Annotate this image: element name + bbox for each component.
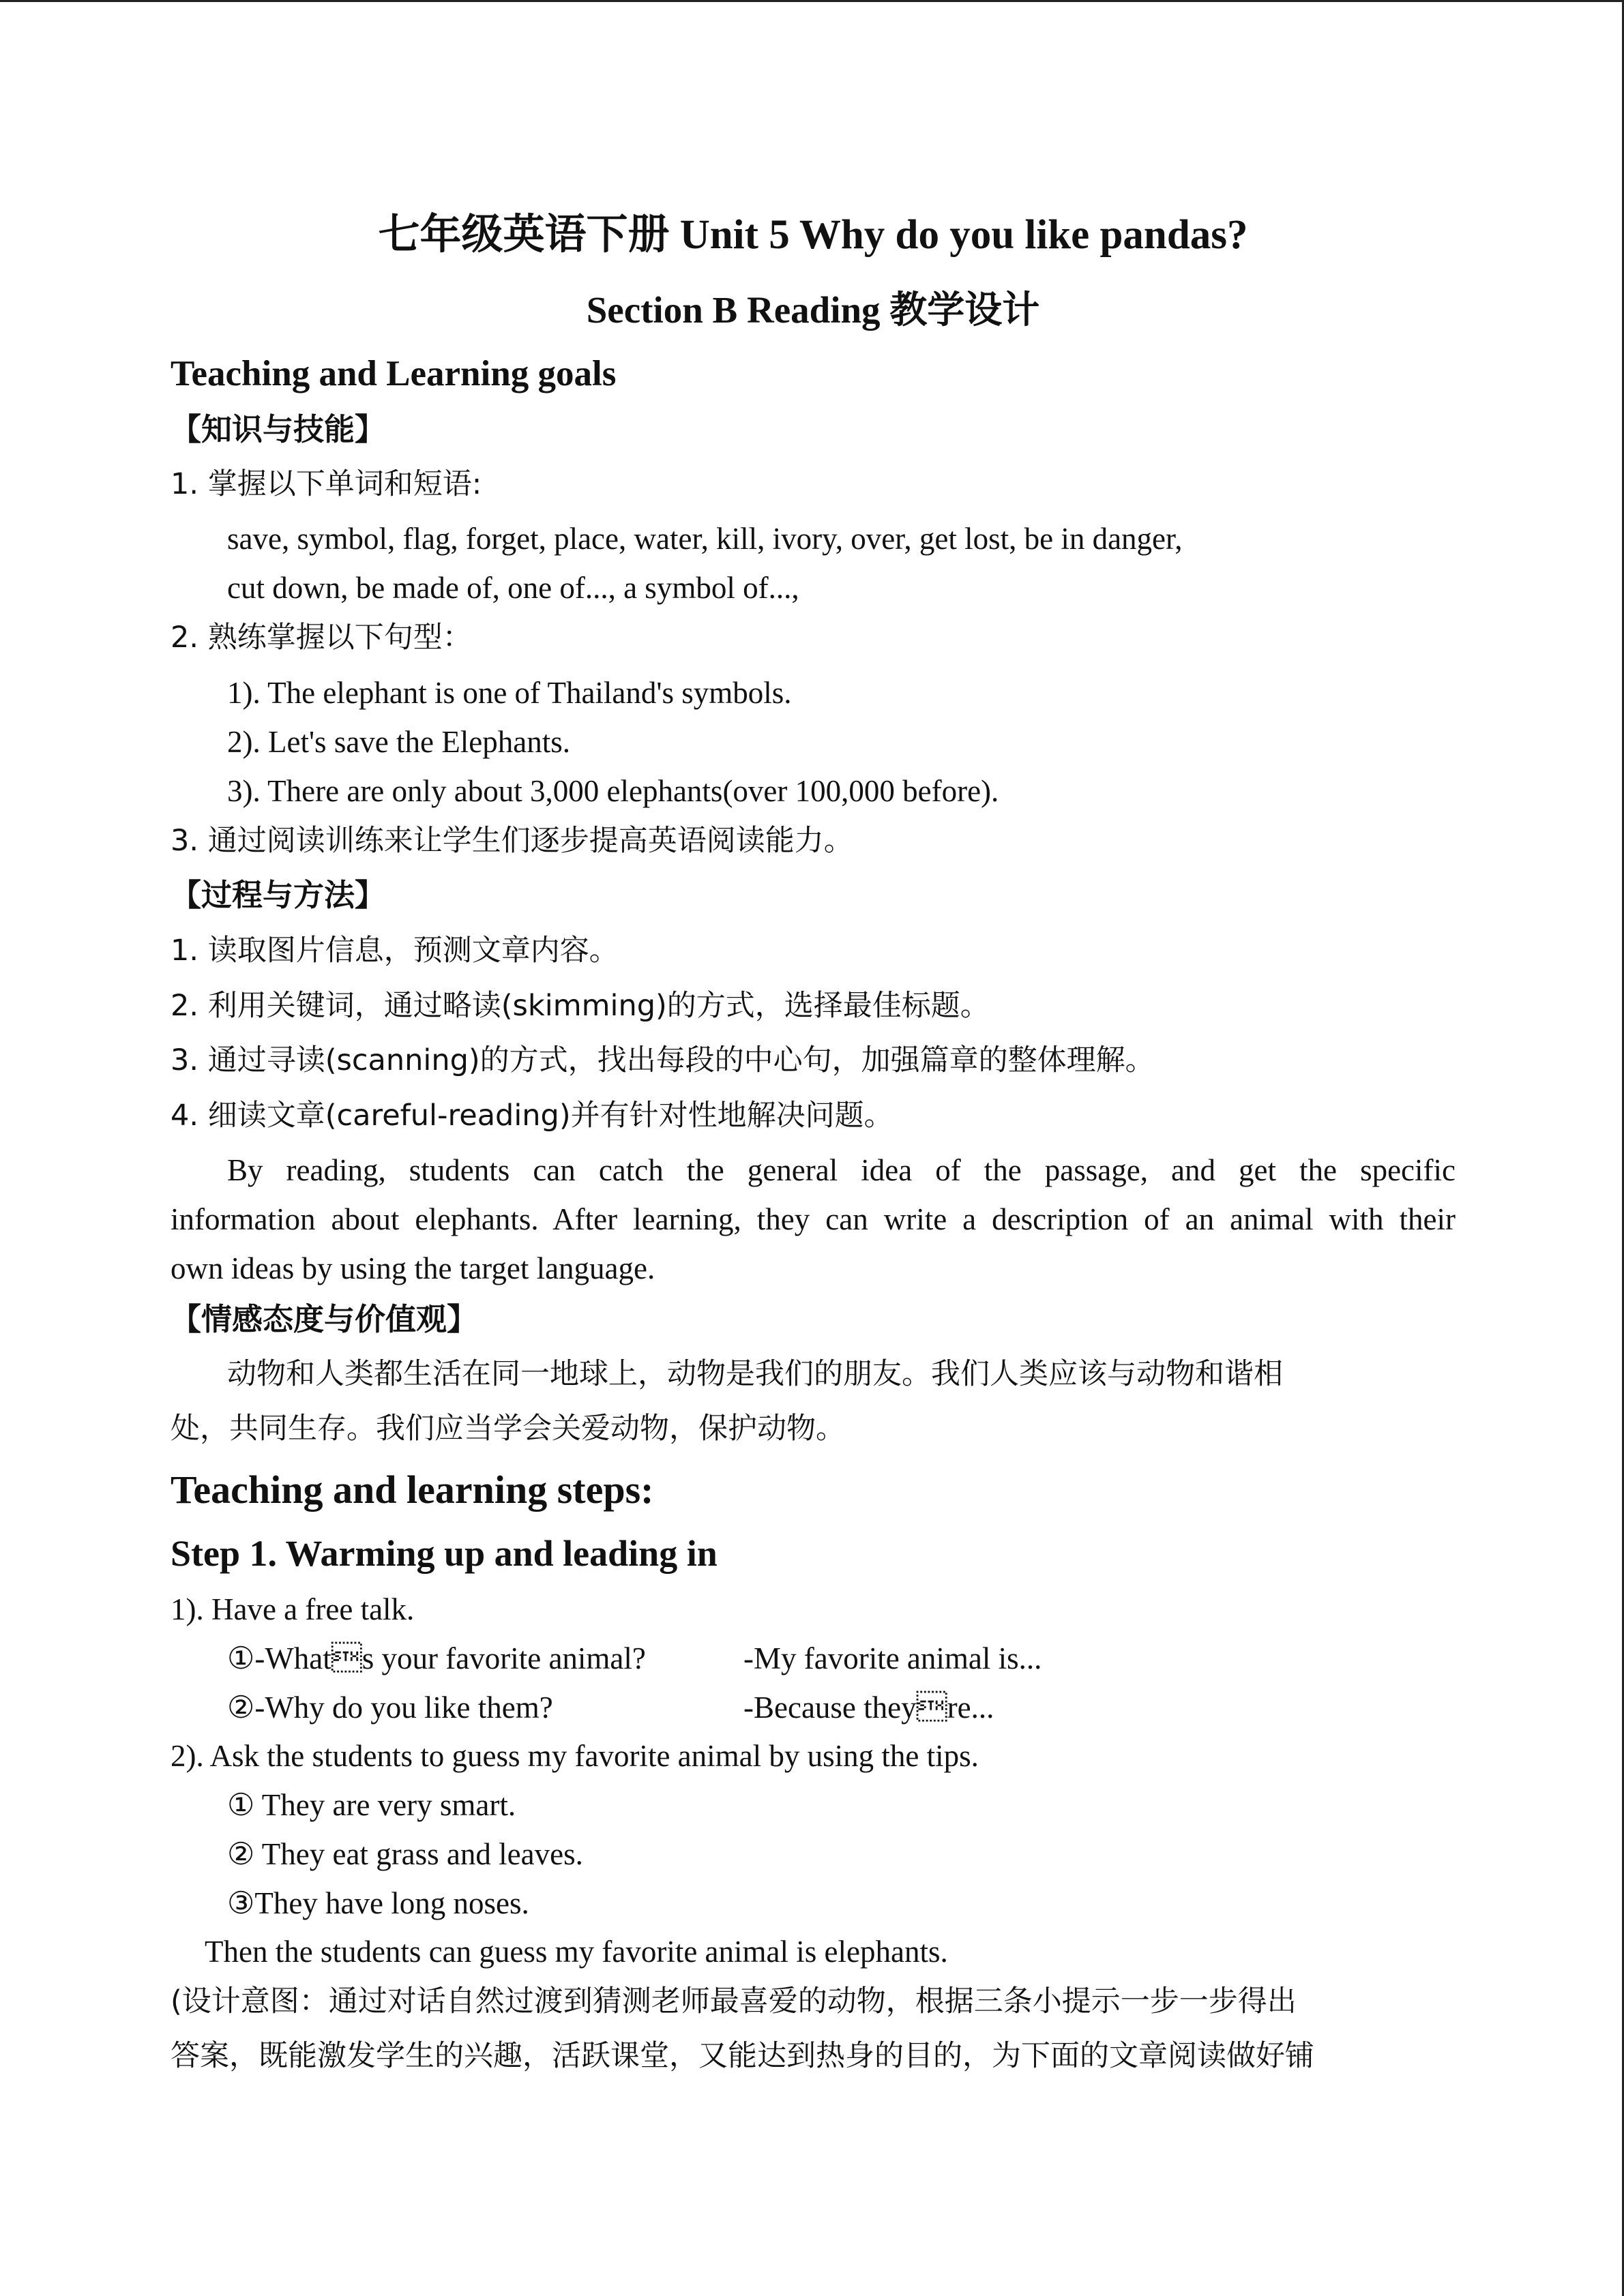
process-heading: 【过程与方法】: [171, 877, 386, 913]
free-talk-question-2: ②-Why do you like them?: [227, 1690, 553, 1725]
process-item-2: 2. 利用关键词，通过略读(skimming)的方式，选择最佳标题。: [171, 989, 990, 1023]
sentence-pattern-1: 1). The elephant is one of Thailand's symbols.: [227, 676, 792, 710]
vocabulary-line-2: cut down, be made of, one of..., a symbol of...,: [227, 571, 799, 605]
steps-heading: Teaching and learning steps:: [171, 1467, 654, 1512]
free-talk-answer-2: -Because theyre...: [743, 1690, 994, 1725]
objective-paragraph-line-2: information about elephants. After learning, they can write a description of an animal with their: [171, 1202, 1456, 1236]
top-border-line: [0, 0, 1624, 2]
guess-tip-2: ② They eat grass and leaves.: [227, 1837, 583, 1871]
attitude-line-2: 处，共同生存。我们应当学会关爱动物，保护动物。: [171, 1412, 845, 1446]
step1-heading: Step 1. Warming up and leading in: [171, 1533, 718, 1574]
process-item-1: 1. 读取图片信息，预测文章内容。: [171, 934, 619, 968]
knowledge-heading: 【知识与技能】: [171, 411, 386, 447]
free-talk-question-1: ①-Whats your favorite animal?: [227, 1641, 646, 1675]
process-item-3: 3. 通过寻读(scanning)的方式，找出每段的中心句，加强篇章的整体理解。: [171, 1043, 1155, 1077]
knowledge-item-2: 2. 熟练掌握以下句型：: [171, 621, 472, 655]
guess-conclusion: Then the students can guess my favorite animal is elephants.: [205, 1935, 948, 1969]
document-title: 七年级英语下册 Unit 5 Why do you like pandas?: [378, 212, 1248, 258]
objective-paragraph-line-3: own ideas by using the target language.: [171, 1251, 655, 1285]
guess-tip-1: ① They are very smart.: [227, 1788, 516, 1822]
goals-heading: Teaching and Learning goals: [171, 354, 617, 393]
document-subtitle: Section B Reading 教学设计: [586, 289, 1040, 331]
process-item-4: 4. 细读文章(careful-reading)并有针对性地解决问题。: [171, 1099, 894, 1133]
design-intent-line-1: (设计意图：通过对话自然过渡到猜测老师最喜爱的动物，根据三条小提示一步一步得出: [171, 1984, 1297, 2018]
attitude-heading: 【情感态度与价值观】: [171, 1301, 478, 1337]
knowledge-item-3: 3. 通过阅读训练来让学生们逐步提高英语阅读能力。: [171, 824, 853, 858]
knowledge-item-1: 1. 掌握以下单词和短语:: [171, 467, 482, 501]
guess-tip-3: ③They have long noses.: [227, 1886, 529, 1920]
step1-activity-2: 2). Ask the students to guess my favorite animal by using the tips.: [171, 1739, 979, 1773]
objective-paragraph-line-1: By reading, students can catch the general idea of the passage, and get the specific: [227, 1153, 1456, 1187]
sentence-pattern-2: 2). Let's save the Elephants.: [227, 725, 570, 759]
vocabulary-line-1: save, symbol, flag, forget, place, water, kill, ivory, over, get lost, be in danger,: [227, 522, 1183, 556]
sentence-pattern-3: 3). There are only about 3,000 elephants(over 100,000 before).: [227, 774, 999, 808]
step1-activity-1: 1). Have a free talk.: [171, 1592, 415, 1626]
attitude-line-1: 动物和人类都生活在同一地球上，动物是我们的朋友。我们人类应该与动物和谐相: [227, 1357, 1283, 1391]
free-talk-answer-1: -My favorite animal is...: [743, 1641, 1042, 1675]
design-intent-line-2: 答案，既能激发学生的兴趣，活跃课堂，又能达到热身的目的，为下面的文章阅读做好铺: [171, 2039, 1314, 2073]
